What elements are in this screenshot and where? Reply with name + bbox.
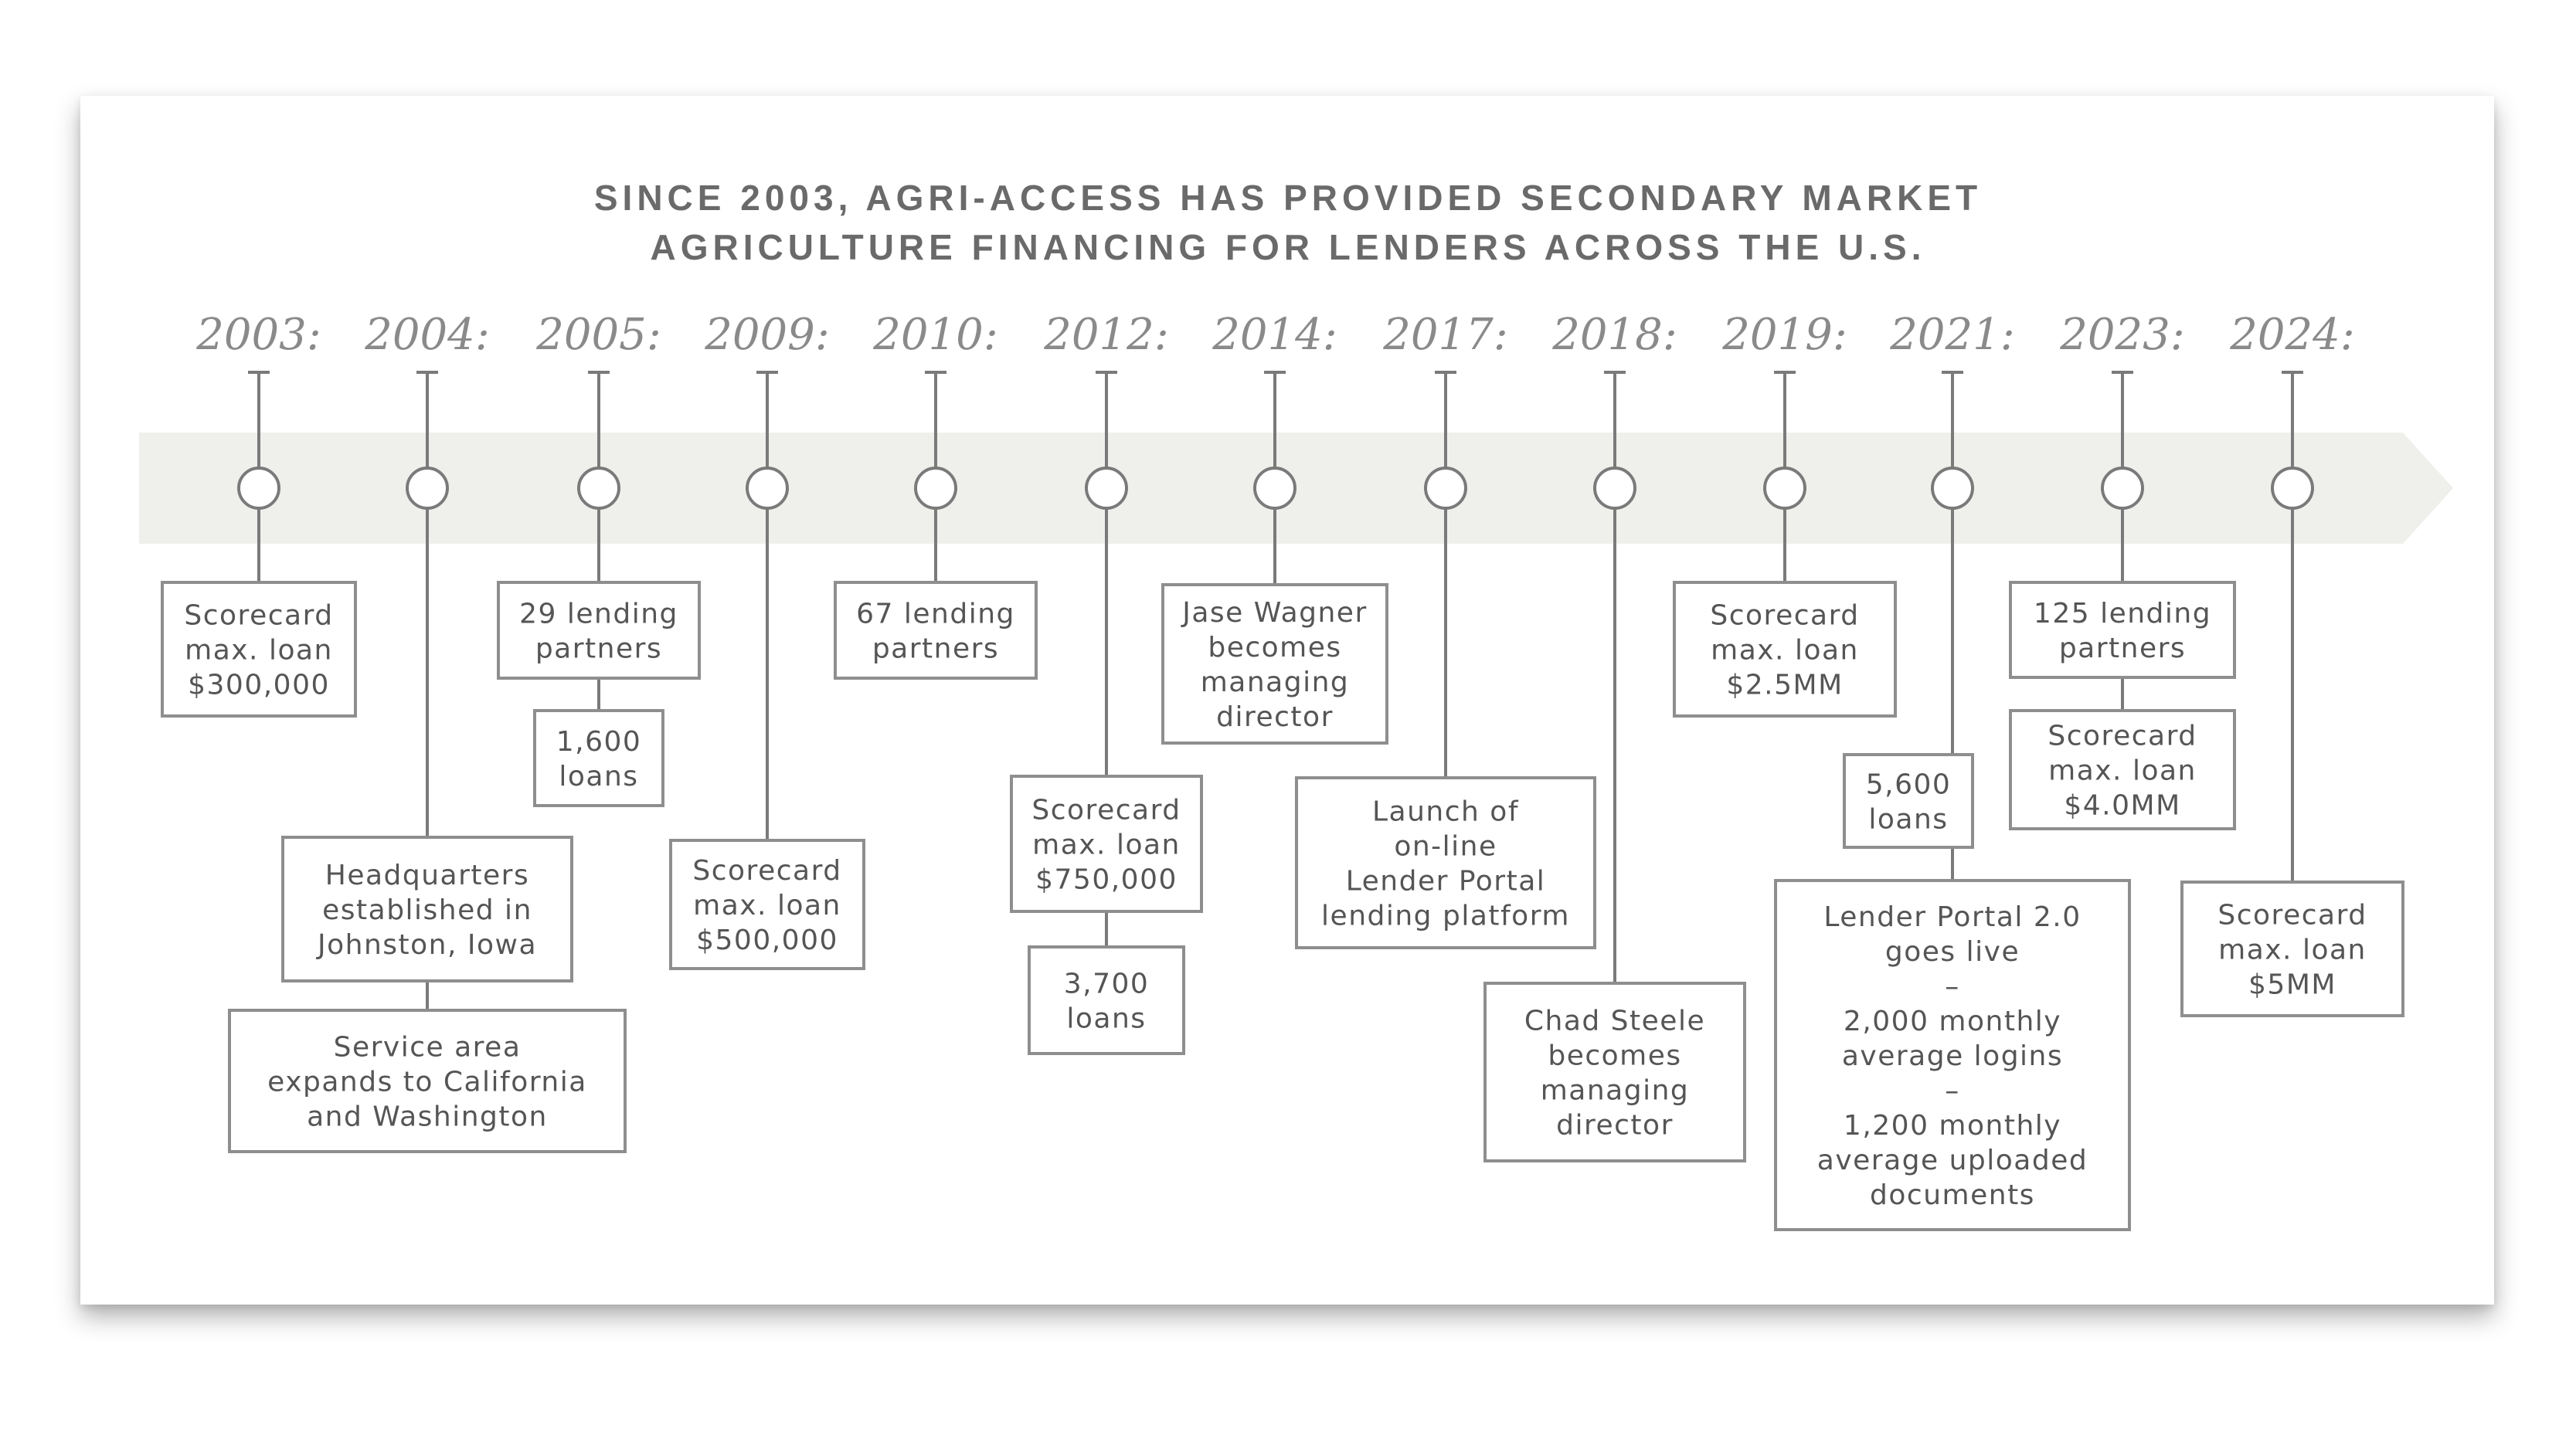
milestone-text: Chad Steele [1524, 1005, 1706, 1037]
year-label: 2024: [2230, 310, 2355, 360]
milestone-box [283, 837, 572, 981]
milestone-text: Jase Wagner [1182, 597, 1368, 629]
milestone-box [229, 1010, 625, 1152]
milestone-text: managing [1540, 1074, 1690, 1107]
year-label: 2012: [1044, 310, 1169, 360]
milestone-text: Launch of [1371, 796, 1520, 828]
year-label: 2003: [196, 310, 321, 360]
milestone-text: partners [535, 633, 663, 665]
milestone-text: average logins [1841, 1040, 2064, 1072]
timeline-node [579, 468, 619, 508]
milestone-text: 29 lending [519, 598, 678, 630]
year-label: 2021: [1890, 310, 2015, 360]
milestone-box [1674, 582, 1895, 716]
milestone-text: director [1216, 701, 1334, 733]
milestone-text: $300,000 [188, 669, 330, 701]
milestone-text: Lender Portal 2.0 [1823, 901, 2082, 933]
year-label: 2004: [365, 310, 490, 360]
milestone-box [1029, 947, 1184, 1054]
timeline-node [747, 468, 787, 508]
milestone-box [2182, 882, 2403, 1016]
milestone-text: max. loan [2218, 934, 2367, 966]
milestone-text: max. loan [693, 890, 841, 921]
milestone-box [671, 840, 864, 969]
timeline-node [1765, 468, 1805, 508]
milestone-text: max. loan [1032, 829, 1181, 861]
milestone-box [1776, 881, 2129, 1230]
timeline-node [407, 468, 447, 508]
milestone-text: Service area [333, 1031, 522, 1064]
timeline-node [2272, 468, 2313, 508]
year-label: 2009: [705, 310, 830, 360]
milestone-text: average uploaded [1816, 1145, 2088, 1176]
milestone-text: 2,000 monthly [1843, 1006, 2062, 1037]
milestone-text: becomes [1548, 1040, 1682, 1072]
milestone-text: 1,200 monthly [1843, 1110, 2062, 1142]
timeline-node [1595, 468, 1635, 508]
year-label: 2019: [1722, 310, 1847, 360]
milestone-text: 67 lending [856, 598, 1015, 630]
timeline-node [1255, 468, 1295, 508]
milestone-box [1296, 778, 1595, 948]
milestone-box [2010, 582, 2234, 677]
timeline-node [239, 468, 279, 508]
milestone-text: partners [2058, 633, 2187, 664]
timeline-node [916, 468, 956, 508]
title-line-2: AGRICULTURE FINANCING FOR LENDERS ACROSS THE U.S. [650, 227, 1926, 267]
milestone-text: $2.5MM [1726, 669, 1844, 701]
milestone-text: – [1945, 1075, 1960, 1107]
title-line-1: SINCE 2003, AGRI-ACCESS HAS PROVIDED SECONDARY MARKET [593, 178, 1983, 218]
timeline-node [1086, 468, 1127, 508]
milestone-box [1485, 983, 1745, 1161]
milestone-box [498, 582, 699, 678]
milestone-text: loans [559, 761, 639, 792]
milestone-text: $500,000 [696, 925, 838, 956]
year-label: 2014: [1212, 310, 1337, 360]
milestone-box [835, 582, 1036, 678]
milestone-text: 125 lending [2033, 598, 2212, 629]
milestone-text: director [1556, 1109, 1674, 1142]
milestone-box [2010, 711, 2234, 829]
year-label: 2017: [1383, 310, 1508, 360]
milestone-text: established in [322, 894, 532, 926]
milestone-text: Johnston, Iowa [317, 929, 538, 961]
year-label: 2010: [873, 310, 998, 360]
milestone-text: Scorecard [1710, 599, 1860, 632]
timeline-node [2102, 468, 2143, 508]
milestone-text: Lender Portal [1345, 865, 1546, 898]
milestone-text: loans [1066, 1003, 1147, 1035]
milestone-box [162, 582, 355, 716]
milestone-text: Scorecard [2048, 720, 2197, 752]
timeline-node [1932, 468, 1973, 508]
milestone-text: – [1945, 971, 1960, 1003]
milestone-text: $5MM [2248, 969, 2336, 1001]
milestone-text: documents [1870, 1179, 2035, 1211]
timeline-node [1426, 468, 1466, 508]
year-label: 2005: [536, 310, 661, 360]
milestone-text: loans [1868, 803, 1949, 836]
milestone-text: Scorecard [2217, 899, 2367, 932]
milestone-text: $750,000 [1035, 864, 1178, 896]
milestone-text: max. loan [1711, 634, 1859, 667]
milestone-text: managing [1200, 667, 1350, 698]
milestone-text: max. loan [2048, 755, 2197, 787]
milestone-text: goes live [1884, 936, 2020, 968]
milestone-text: $4.0MM [2064, 789, 2181, 822]
milestone-text: max. loan [185, 634, 333, 667]
milestone-text: Scorecard [184, 599, 334, 632]
milestone-text: becomes [1208, 632, 1342, 663]
milestone-box [1844, 755, 1973, 847]
milestone-text: 5,600 [1865, 769, 1952, 801]
milestone-text: Headquarters [325, 860, 530, 891]
milestone-box [535, 711, 663, 806]
year-label: 2023: [2060, 310, 2185, 360]
milestone-box [1011, 776, 1201, 911]
milestone-box [1163, 585, 1387, 743]
milestone-text: 1,600 [556, 726, 642, 758]
milestone-text: Scorecard [1031, 794, 1181, 826]
milestone-box-border [1029, 947, 1184, 1054]
milestone-text: Scorecard [692, 855, 842, 887]
year-label: 2018: [1552, 310, 1677, 360]
milestone-text: expands to California [267, 1066, 587, 1098]
milestone-text: on-line [1394, 830, 1497, 863]
milestone-text: 3,700 [1063, 968, 1150, 1000]
milestone-text: and Washington [307, 1101, 548, 1133]
milestone-text: partners [872, 633, 1000, 665]
milestone-text: lending platform [1321, 900, 1570, 932]
